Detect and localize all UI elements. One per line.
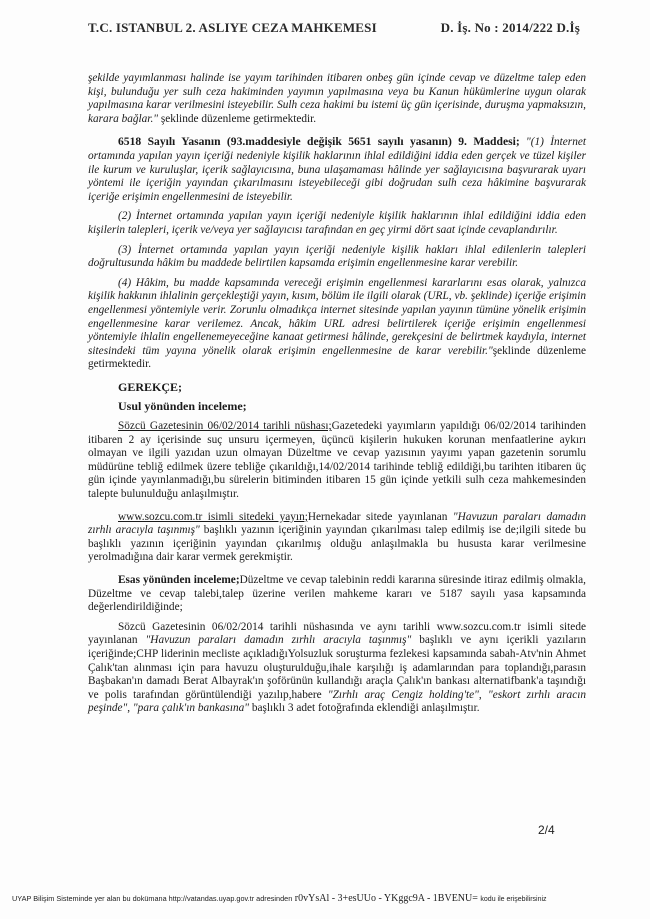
- uyap-footer: UYAP Bilişim Sisteminde yer alan bu dokümana http://vatandas.uyap.gov.tr adresinden r0vYsAl - 3+esUUo - YKggc9A - 1BVENU= kodu ile erişebilirsiniz: [12, 893, 547, 904]
- paragraph-site: www.sozcu.com.tr isimli sitedeki yayın;Hernekadar sitede yayınlanan "Havuzun paraları damadın zırhlı aracıyla taşınmış" başlıklı yazının içeriğinin yayından çıkarılması talep edilmiş ise de;ilgili sitede bu başlıklı yazının içeriğinin yayından çıkarılmış olduğu anlaşılmakla bu hususta karar verilmesine yerolmadığına dair karar vermek gerekmiştir.: [88, 510, 586, 564]
- file-number: D. İş. No : 2014/222 D.İş: [440, 20, 580, 35]
- court-name: T.C. ISTANBUL 2. ASLIYE CEZA MAHKEMESI: [88, 20, 377, 35]
- verification-code: r0vYsAl - 3+esUUo - YKggc9A - 1BVENU=: [292, 893, 481, 904]
- paragraph-usul: Sözcü Gazetesinin 06/02/2014 tarihli nüshası;Gazetedeki yayımların yapıldığı 06/02/2014 tarihinden itibaren 2 ay içerisinde suç unsuru içermeyen, üçüncü kişilerin hukuken korunan menfaatlerine aykırı olmayan ve ilgili yazıdan uzun olmayan Düzeltme ve cevap yazısının yayımı yapan gazetenin sorumlu müdürüne tebliğ edilmek üzere tebliğe çıkarıldığı,14/02/2014 tarihinde tebliğ edildiği,bu tarihten itibaren üç gün içinde yayınlanmadığı,bu sürelerin bitiminden itibaren 15 gün içinde yetkili sulh ceza mahkemesinden talepte bulunulduğu anlaşılmıştır.: [88, 420, 587, 501]
- document-body: [88, 72, 586, 716]
- page-number: 2/4: [538, 823, 555, 837]
- paragraph-law-9-2: (2) İnternet ortamında yapılan yayın içeriği nedeniyle kişilik haklarının ihlal edildiğini iddia eden kişilerin talepleri, içerik ve/veya yer sağlayıcısı tarafından en geç yirmi dört saat içinde cevaplandırılır.: [88, 210, 586, 236]
- page-header: [88, 20, 580, 38]
- paragraph-law-9-4: (4) Hâkim, bu madde kapsamında vereceği erişimin engellenmesi kararlarını esas olarak, yalnızca kişilik hakkının ihlalinin gerçekleştiği yayın, kısım, bölüm ile ilgili olarak (URL, vb. şeklinde) içeriğe erişimin engellenmesi yöntemiyle verir. Zorunlu olmadıkça internet sitesinde yapılan yayının tümüne yönelik erişimin engellenmesine karar verilemez. Ancak, hâkim URL adresi belirtilerek içeriğe erişimin engellenmesi yöntemiyle ihlalin engellenemeyeceğine kanaat getirmesi hâlinde, gerekçesini de belirtmek kaydıyla, internet sitesindeki tüm yayına yönelik olarak erişimin engellenmesine de karar verebilir."şeklinde düzenleme getirmektedir.: [88, 276, 586, 371]
- paragraph-intro: şekilde yayımlanması halinde ise yayım tarihinden itibaren onbeş gün içinde cevap ve düzeltme talep eden kişi, bulunduğu yer sulh ceza hakiminden yayımın yapılmasına veya bu Kanun hükümlerine uygun olarak yapılmasına karar verilmesini isteyebilir. Sulh ceza hakimi bu istemi üç gün içerisinde, duruşma yapmaksızın, karara bağlar." şeklinde düzenleme getirmektedir.: [88, 72, 586, 125]
- law-heading: 6518 Sayılı Yasanın (93.maddesiyle değişik 5651 sayılı yasanın) 9. Maddesi;: [118, 135, 520, 149]
- section-gerekce: GEREKÇE;: [118, 379, 183, 394]
- paragraph-law-9-1: 6518 Sayılı Yasanın (93.maddesiyle değişik 5651 sayılı yasanın) 9. Maddesi; "(1) İnternet ortamında yapılan yayın içeriği nedeniyle kişilik haklarının ihlal edildiğini iddia eden gerçek ve tüzel kişiler ile kurum ve kuruluşlar, içerik sağlayıcısına, buna ulaşamaması hâlinde yer sağlayıcısına başvurarak uyarı yöntemi ile içeriğin yayından çıkarılmasını isteyebileceği gibi doğrudan sulh ceza hâkimine başvurarak içeriğe erişimin engellenmesini de isteyebilir.: [88, 135, 587, 203]
- paragraph-law-9-3: (3) İnternet ortamında yapılan yayın içeriği nedeniyle kişilik hakları ihlal edilenlerin talepleri doğrultusunda hâkim bu maddede belirtilen kapsamda erişimin engellenmesine karar verebilir.: [88, 243, 586, 270]
- paragraph-esas: Esas yönünden inceleme;Düzeltme ve cevap talebinin reddi kararına süresinde itiraz edilmiş olmakla, Düzeltme ve cevap talebi,talep üzerine verilen mahkeme kararı ve 5187 sayılı yasa kapsamında değerlendirildiğinde;: [88, 574, 586, 614]
- section-esas: Esas yönünden inceleme;: [118, 574, 240, 586]
- section-usul: Usul yönünden inceleme;: [118, 399, 247, 414]
- paragraph-final: Sözcü Gazetesinin 06/02/2014 tarihli nüshasında ve aynı tarihli www.sozcu.com.tr isimli sitede yayınlanan "Havuzun paraları damadın zırhlı aracıyla taşınmış" başlıklı ve aynı içerikli yazıların içeriğinde;CHP liderinin mecliste açıkladığıYolsuzluk soruşturma fezlekesi kapsamında sabah-Atv'nin Ahmet Çalık'tan alınması için para havuzu oluşturulduğu,ihale karşılığı iş adamlarından para toplandığı,parasın Başbakan'ın damadı Berat Albayrak'ın şoförünün kullandığı araçla Çalık'ın bankası alternatifbank'a taşındığı ve polis tarafından görüntülendiği yazılıp,habere "Zırhlı araç Cengiz holding'te", "eskort zırhlı aracın peşinde", "para çalık'ın bankasına" başlıklı 3 adet fotoğrafında eklendiği anlaşılmıştır.: [88, 620, 587, 715]
